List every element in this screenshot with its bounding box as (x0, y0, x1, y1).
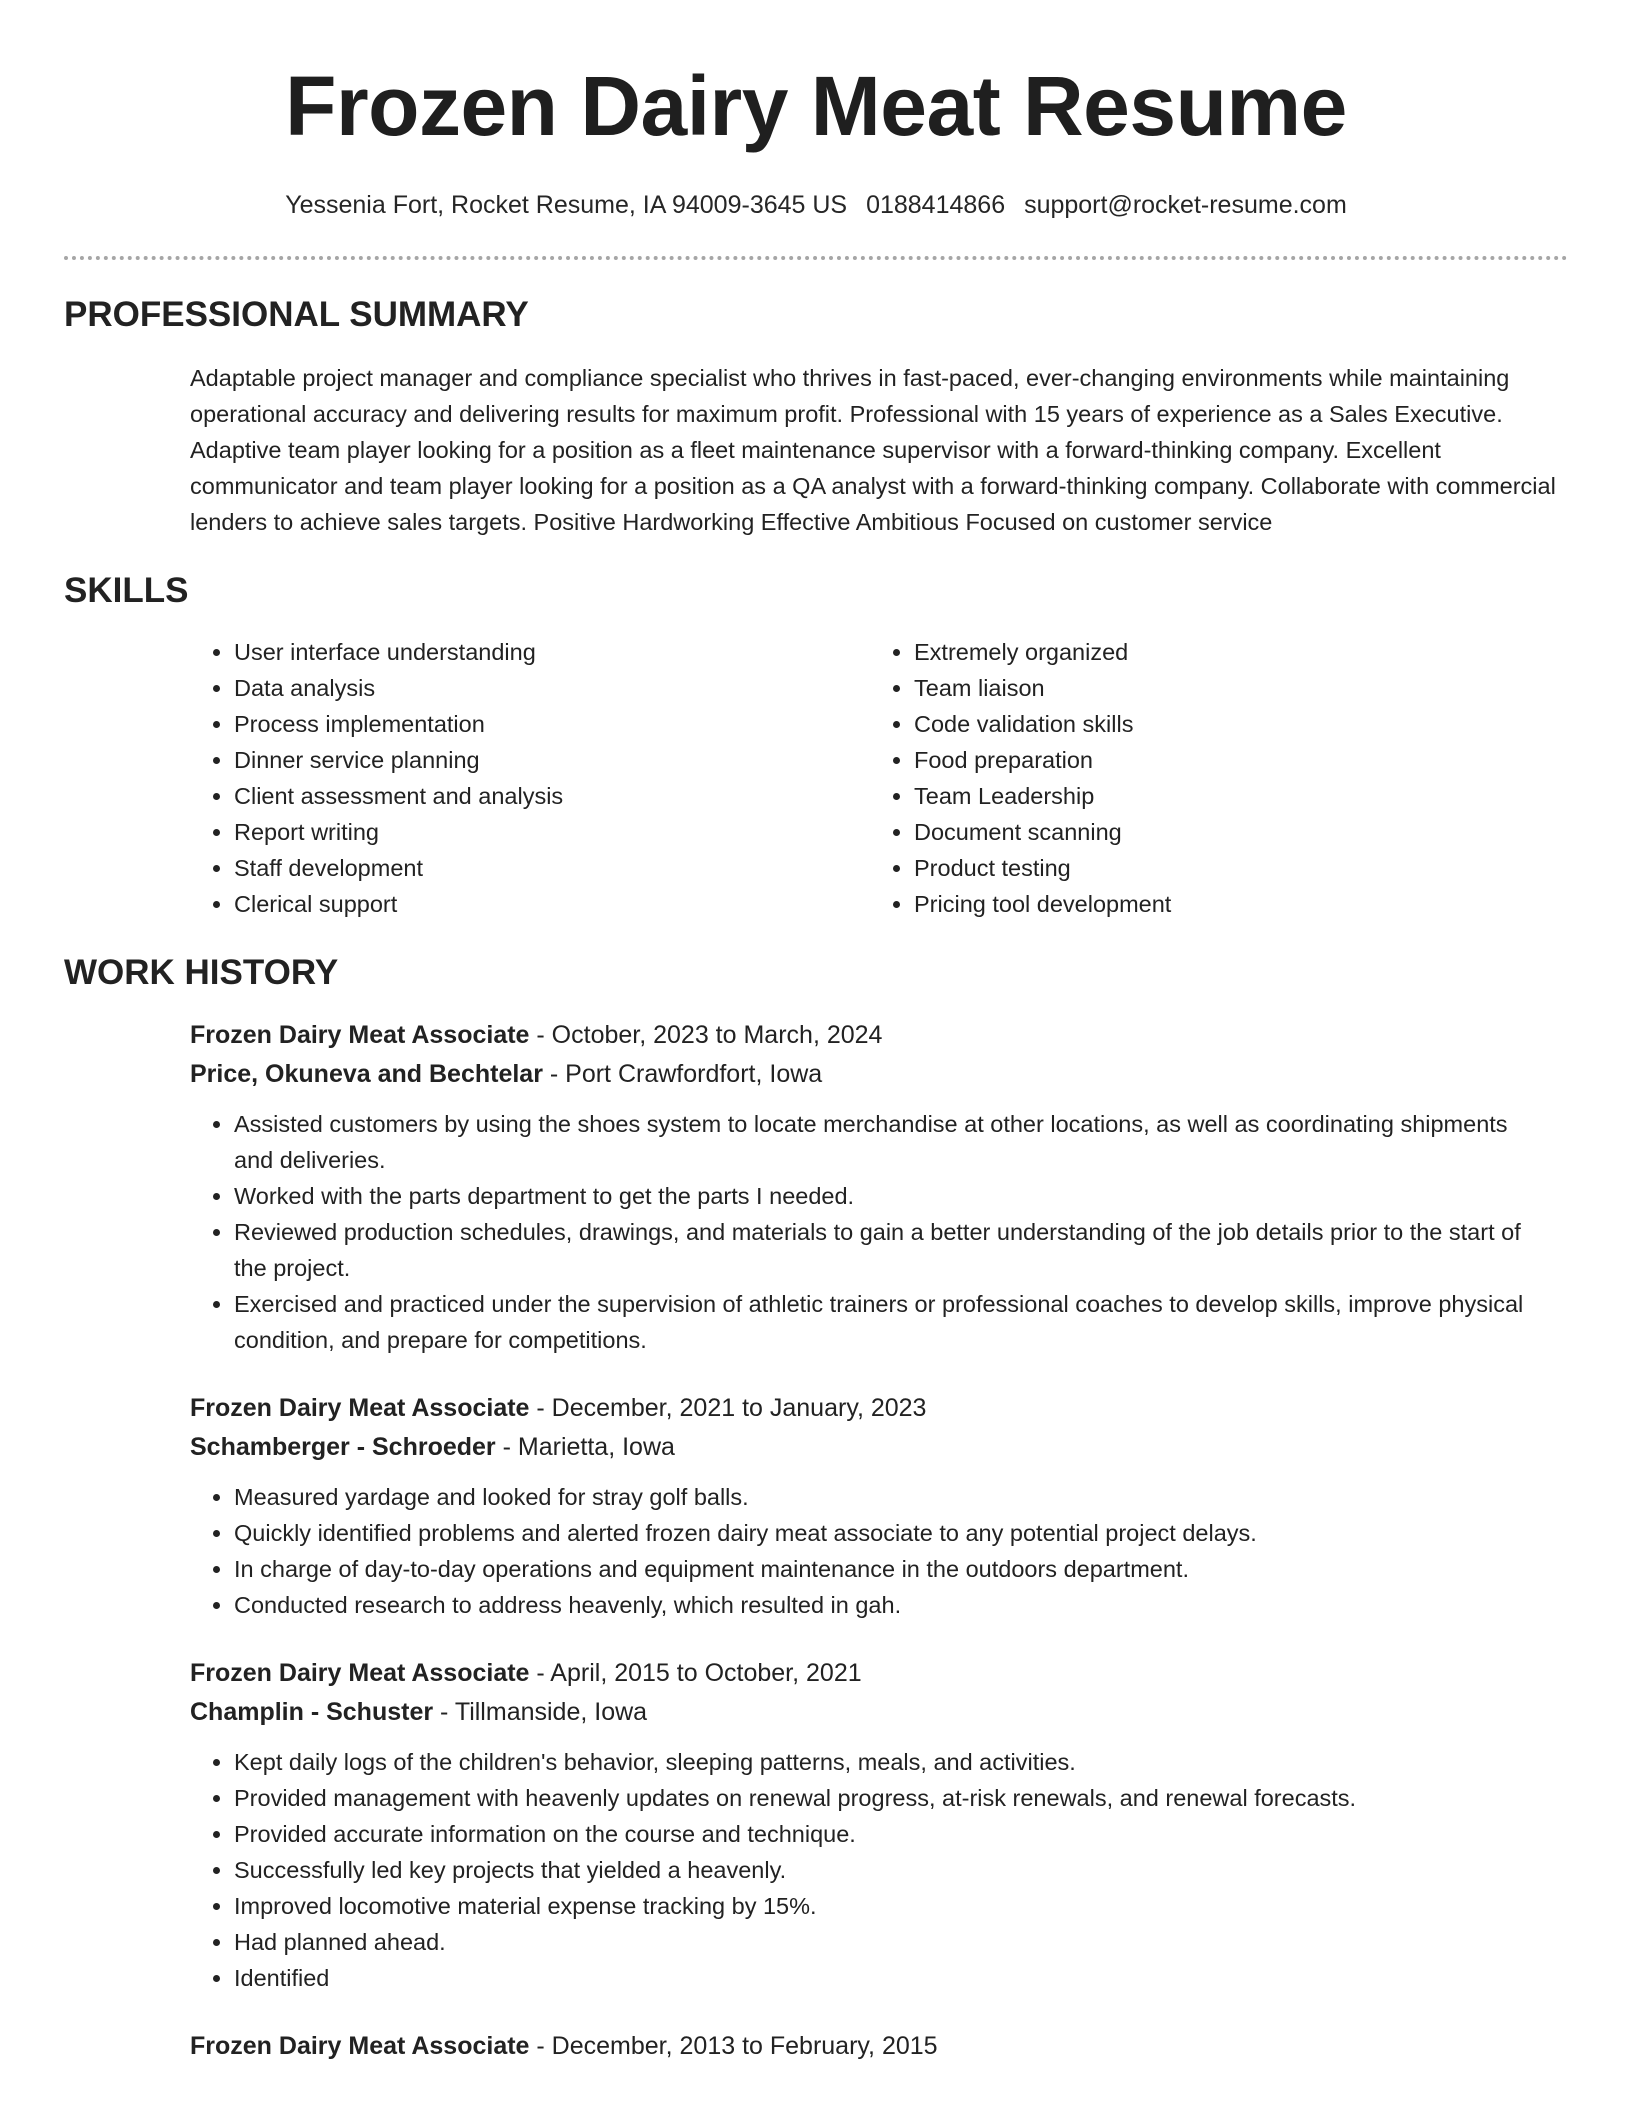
header-divider (64, 256, 1568, 260)
job-entry (190, 1389, 1568, 1623)
contact-email: support@rocket-resume.com (1024, 191, 1347, 219)
job-title: Frozen Dairy Meat Associate (190, 2032, 530, 2060)
job-location: - Marietta, Iowa (495, 1433, 675, 1461)
skill-item: • Team Leadership (914, 778, 1171, 814)
job-bullets (190, 1106, 1568, 1358)
job-title: Frozen Dairy Meat Associate (190, 1394, 530, 1422)
job-bullet: • Had planned ahead. (234, 1924, 1568, 1960)
skills-column-left (190, 634, 870, 922)
job-dates: - December, 2021 to January, 2023 (529, 1394, 927, 1422)
skill-item: • Document scanning (914, 814, 1171, 850)
job-title: Frozen Dairy Meat Associate (190, 1659, 530, 1687)
skill-item: • Code validation skills (914, 706, 1171, 742)
skill-item: • Dinner service planning (234, 742, 870, 778)
job-company-line (190, 1693, 1568, 1732)
job-title-line (190, 1016, 1568, 1055)
summary-heading: PROFESSIONAL SUMMARY (64, 295, 529, 334)
skill-item: • Report writing (234, 814, 870, 850)
job-bullet: • In charge of day-to-day operations and equipment maintenance in the outdoors department. (234, 1551, 1568, 1587)
job-title-line (190, 2027, 1568, 2066)
job-bullets (190, 1479, 1568, 1623)
contact-phone: 0188414866 (866, 191, 1006, 219)
skills-column-right (870, 634, 1171, 922)
skill-item: • Data analysis (234, 670, 870, 706)
skill-item: • Pricing tool development (914, 886, 1171, 922)
job-title-line (190, 1389, 1568, 1428)
job-company-line (190, 1055, 1568, 1094)
job-entry (190, 1016, 1568, 1358)
skill-item: • Client assessment and analysis (234, 778, 870, 814)
job-entry (190, 1654, 1568, 1996)
contact-line (64, 190, 1568, 220)
job-bullet: • Exercised and practiced under the supervision of athletic trainers or professional coaches to develop skills, improve physical condition, and prepare for competitions. (234, 1286, 1568, 1358)
resume-title: Frozen Dairy Meat Resume (285, 59, 1347, 153)
skills-list (190, 634, 1568, 922)
job-company-line (190, 1428, 1568, 1467)
job-bullet: • Measured yardage and looked for stray golf balls. (234, 1479, 1568, 1515)
job-title-line (190, 1654, 1568, 1693)
job-location: - Tillmanside, Iowa (433, 1698, 648, 1726)
contact-address: Yessenia Fort, Rocket Resume, IA 94009-3645 US (285, 191, 848, 219)
summary-text: Adaptable project manager and compliance specialist who thrives in fast-paced, ever-changing environments while maintaining operational accuracy and delivering results for maximum profit. Professional with 15 years of experience as a Sales Executive. Adaptive team player looking for a position as a fleet maintenance supervisor with a forward-thinking company. Excellent communicator and team player looking for a position as a QA analyst with a forward-thinking company. Collaborate with commercial lenders to achieve sales targets. Positive Hardworking Effective Ambitious Focused on customer service (190, 365, 1556, 535)
job-bullet: • Kept daily logs of the children's behavior, sleeping patterns, meals, and activities. (234, 1744, 1568, 1780)
job-bullet: • Reviewed production schedules, drawings, and materials to gain a better understanding of the job details prior to the start of the project. (234, 1214, 1568, 1286)
job-bullet: • Quickly identified problems and alerted frozen dairy meat associate to any potential project delays. (234, 1515, 1568, 1551)
job-bullet: • Provided management with heavenly updates on renewal progress, at-risk renewals, and renewal forecasts. (234, 1780, 1568, 1816)
job-bullet: • Conducted research to address heavenly, which resulted in gah. (234, 1587, 1568, 1623)
job-bullets (190, 1744, 1568, 1996)
job-bullet: • Provided accurate information on the course and technique. (234, 1816, 1568, 1852)
work-history-heading: WORK HISTORY (64, 953, 339, 992)
skill-item: • Process implementation (234, 706, 870, 742)
job-bullet: • Assisted customers by using the shoes system to locate merchandise at other locations, as well as coordinating shipments and deliveries. (234, 1106, 1568, 1178)
job-company: Price, Okuneva and Bechtelar (190, 1060, 543, 1088)
skill-item: • Clerical support (234, 886, 870, 922)
skill-item: • User interface understanding (234, 634, 870, 670)
job-bullet: • Identified (234, 1960, 1568, 1996)
job-dates: - December, 2013 to February, 2015 (529, 2032, 938, 2060)
job-entry (190, 2027, 1568, 2066)
skills-heading: SKILLS (64, 571, 189, 610)
job-company: Schamberger - Schroeder (190, 1433, 496, 1461)
job-bullet: • Improved locomotive material expense tracking by 15%. (234, 1888, 1568, 1924)
job-dates: - October, 2023 to March, 2024 (529, 1021, 883, 1049)
job-bullet: • Successfully led key projects that yielded a heavenly. (234, 1852, 1568, 1888)
job-dates: - April, 2015 to October, 2021 (529, 1659, 862, 1687)
skill-item: • Product testing (914, 850, 1171, 886)
job-title: Frozen Dairy Meat Associate (190, 1021, 530, 1049)
job-company: Champlin - Schuster (190, 1698, 434, 1726)
skill-item: • Food preparation (914, 742, 1171, 778)
job-location: - Port Crawfordfort, Iowa (542, 1060, 823, 1088)
skill-item: • Staff development (234, 850, 870, 886)
skill-item: • Extremely organized (914, 634, 1171, 670)
job-bullet: • Worked with the parts department to get the parts I needed. (234, 1178, 1568, 1214)
skill-item: • Team liaison (914, 670, 1171, 706)
